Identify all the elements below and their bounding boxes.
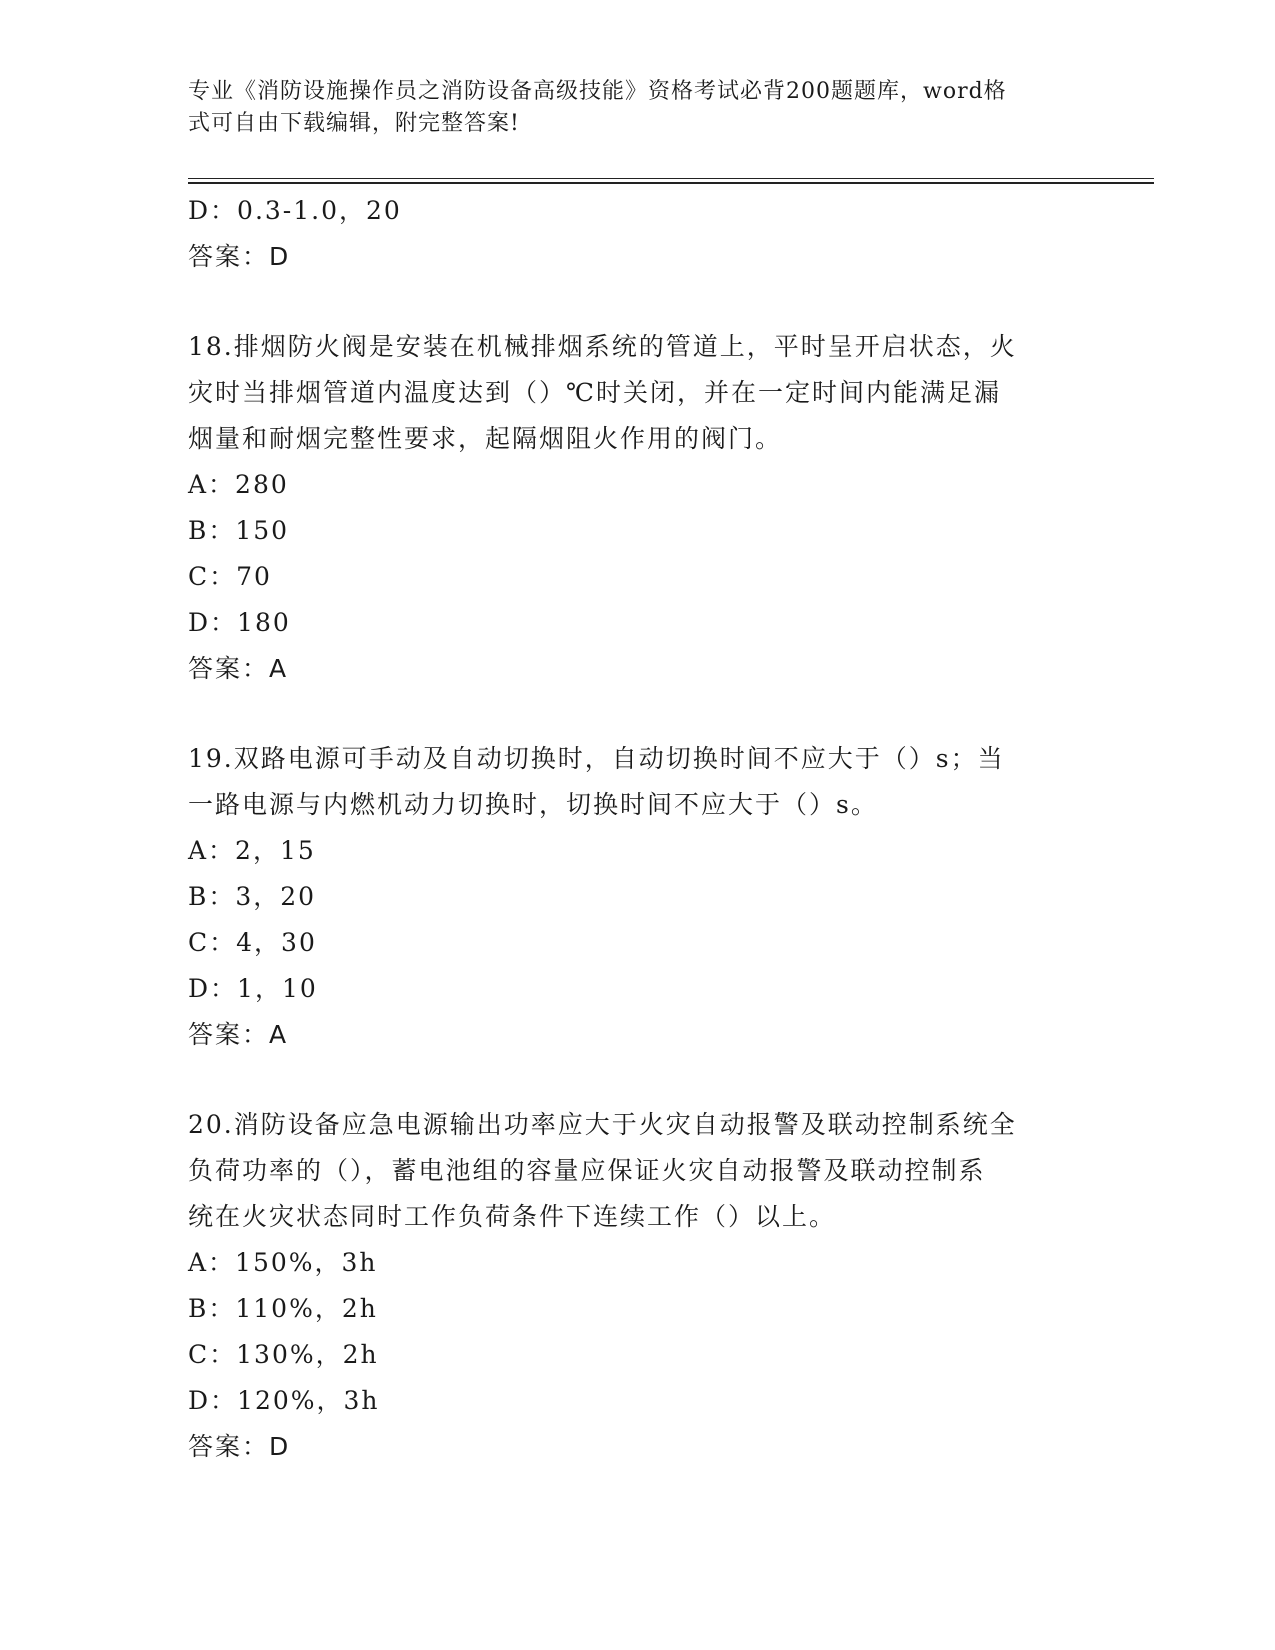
answer-label: 答案：A <box>188 1020 289 1049</box>
option-c: C：4，30 <box>188 928 317 957</box>
answer-label: 答案：D <box>188 242 291 271</box>
option-d: D：1，10 <box>188 974 318 1003</box>
option-a: A：150%，3h <box>188 1248 378 1277</box>
option-c: C：130%，2h <box>188 1340 379 1369</box>
question-20 <box>188 1102 1088 1470</box>
option-b: B：110%，2h <box>188 1294 378 1323</box>
answer-label: 答案：D <box>188 1432 291 1461</box>
header-divider-thick <box>188 182 1154 184</box>
question-text-line: 一路电源与内燃机动力切换时，切换时间不应大于（）s。 <box>188 790 878 819</box>
option-d: D：120%，3h <box>188 1386 380 1415</box>
spacer <box>188 692 1088 736</box>
option-a: A：2，15 <box>188 836 316 865</box>
question-text-line: 20.消防设备应急电源输出功率应大于火灾自动报警及联动控制系统全 <box>188 1110 1017 1139</box>
header-divider-thin <box>188 178 1154 179</box>
question-text-line: 负荷功率的（），蓄电池组的容量应保证火灾自动报警及联动控制系 <box>188 1156 986 1185</box>
spacer <box>188 1058 1088 1102</box>
option-d: D：180 <box>188 608 291 637</box>
question-text-line: 统在火灾状态同时工作负荷条件下连续工作（）以上。 <box>188 1202 837 1231</box>
header-line-2: 式可自由下载编辑，附完整答案! <box>188 111 520 136</box>
page-header <box>188 76 1068 140</box>
question-text-line: 灾时当排烟管道内温度达到（）℃时关闭，并在一定时间内能满足漏 <box>188 378 1001 407</box>
option-d: D：0.3-1.0，20 <box>188 196 402 225</box>
option-c: C：70 <box>188 562 272 591</box>
header-line-1: 专业《消防设施操作员之消防设备高级技能》资格考试必背200题题库，word格 <box>188 79 1007 104</box>
question-text-line: 烟量和耐烟完整性要求，起隔烟阻火作用的阀门。 <box>188 424 783 453</box>
previous-question-tail <box>188 188 1088 280</box>
option-a: A：280 <box>188 470 289 499</box>
question-18 <box>188 324 1088 692</box>
option-b: B：150 <box>188 516 290 545</box>
answer-label: 答案：A <box>188 654 289 683</box>
spacer <box>188 280 1088 324</box>
option-b: B：3，20 <box>188 882 317 911</box>
question-19 <box>188 736 1088 1058</box>
question-text-line: 19.双路电源可手动及自动切换时，自动切换时间不应大于（）s；当 <box>188 744 1005 773</box>
question-text-line: 18.排烟防火阀是安装在机械排烟系统的管道上，平时呈开启状态，火 <box>188 332 1017 361</box>
question-list <box>188 188 1088 1470</box>
